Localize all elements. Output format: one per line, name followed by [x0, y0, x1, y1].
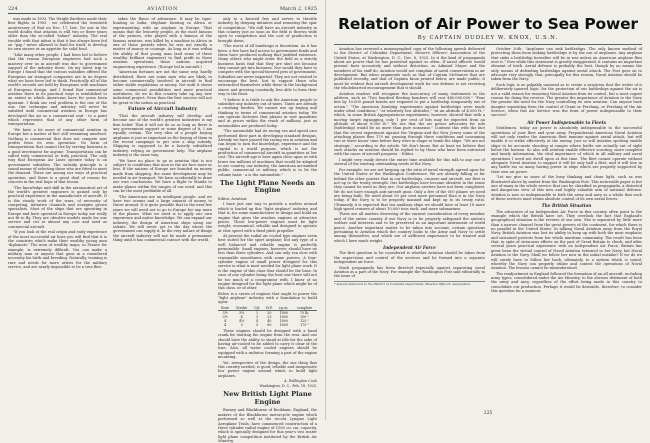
section-heading-british-engine: New British Light Plane Engine	[223, 390, 312, 406]
engine-table-cell: 25	[267, 315, 272, 320]
engine-table-header-cell: H.P.	[263, 306, 275, 311]
page-number-right: 225	[483, 411, 493, 416]
body-paragraph: Aviation has received a mimeographed copy of the following speech delivered to the District of Columbia Department, Reserve Officers' Association of the United States, at Washington, D. C., Dec. 6, 1923. In it the kind of propaganda about air power that he has protested against so often. If naval officers would present facts accurately and without distortion, as Admiral Mayer and the members of his staff do, Aviation would not complain of naval conservatism in air development. But when arguments such as that of Captain McNamee that are published recently, and that of Captain Knox printed below, are made public, it must be evident that aircraft development work for sea defense is not receiving the wholehearted encouragement that it should.	[334, 47, 485, 91]
left-column-2	[113, 17, 212, 408]
section-heading-light-plane: The Light Plane Needs an Engine	[219, 178, 316, 195]
body-paragraph: At present the radial air cooled type engines seem best suited for the sport airplane; but any type of a well balanced and reliable engine is perfectly permissible. Small engines, however, should have no less than three cylinders. And can only run slow with reasonable smoothness with some powers. A four-cylinder engine of small power designed for this service is what is most needed for light plane work. It is the engine of this class that should be the base. In case of one cylinder being the best one there will not be too much of a compromise with. I know of no engine designed for the light plane which might be of this class, or of other.	[218, 234, 317, 291]
letter-signature-place: Washington, D. C., Feb. 18, 1925.	[259, 384, 317, 389]
paragraph-group	[491, 210, 642, 294]
engine-table-header-cell: complete	[292, 306, 317, 311]
right-page	[326, 0, 650, 420]
paragraph-group	[8, 17, 107, 269]
body-paragraph: "The knowledge and skill in the aeronautical art of the world's greatest engineers is gained only by practical experience in the manufacture of aircraft. It is the steady work of the wars, of necessity of competing, initiative channels and energies grown specialists. Most of the ships that are operating in Europe and have operated in Europe today are really not fit to fly. They are obsolete models made for war service and cut at almost any cost and used as commercial aircraft.	[8, 185, 107, 229]
body-paragraph: The readjustment in England followed the formation of an all aircraft, including army types, consolidated under the Air Ministry, to the obvious detriment of both the army and navy, regardless of the effort being made in this country to consolidate our production. Perhaps it would be desirable, therefore, to consider this question for a moment.	[491, 271, 642, 294]
right-column-2	[491, 47, 642, 408]
engine-table-cell: 3½	[238, 311, 245, 316]
journal-title-left: AVIATION	[147, 6, 178, 12]
paragraph-group	[218, 17, 317, 177]
body-paragraph: "I believe it is futile to ask the American people to subsidize any industry out of taxes. Taxes are already a crushing burden. We cannot use up buying and thinking in terms of commercial aviation today. We can operate factories that phases in vast quantities and at prices within the reach of millions, just as automobiles are produced today.	[218, 97, 317, 128]
page-number-left: 224	[8, 6, 18, 12]
body-paragraph: "Like many other people, I had been led to believe that the reason European engineers had such a mastery over us in aircraft was due to government support of the industry there. On my latest trip to Europe I found that the various subsidies offered the European air transport companies are in no degree what we have been led to think. Practically all of the world's records are held by Europeans with machines of European design, and I found that commercial aviation there in its practical ways is established to an extent in which Americans have for years been ignorant. I think our real problem is the one of the war. Our technique and industry will never be satisfied until commercial aviation in Europe has developed the air as a commercial unit - to a point which represents that of any other form of transportation.	[8, 52, 107, 127]
body-paragraph: These engines should be designed with a hand crank for starting the engine from the rear. And one should have the ability to stand at idle for the sake of having air-cooled to be added to carry it clear of the fuse. Also, all water cooled engines should be equipped with a radiator, forming a part of the engine mounting.	[218, 328, 317, 359]
engine-table-cell: 40	[267, 319, 272, 324]
issue-date-left: March 2, 1925	[279, 6, 317, 12]
body-paragraph: "The automobile had its racing era and speed cars performed their part in developing standard designs. Already we have passed the racing era in aviation and can begin to turn the knowledge, experience and the capital to a world purpose, which is not the production of commercial aircraft in quantities at low cost. The aircraft age is here again close upon us with lower ten millions of machines that would be adapted to our country, our industry, the American air-minded public, commercial or military, which is to be the volume basis - a is the automobile."	[218, 129, 317, 177]
section-heading-independent-air-force: Independent Air Force	[383, 244, 436, 250]
engine-table-cell: 3½	[222, 315, 228, 320]
right-columns	[334, 47, 642, 408]
article-title: Relation of Air Power to Sea Power	[338, 15, 638, 33]
body-paragraph: "Let me give us more of the busy thinking and clean light, such as was illustrated above by matter from the Washington Post. This noticeable paper is but one of many in the whole service that can be classified as propaganda, a distorted and dangerous view of this new and highly valuable arm of national defense. Aviation is now so indispensable to both the army and navy as a whole that each of these services must retain absolute control of its own aerial forces.	[491, 175, 642, 201]
engine-table-cell: 5	[240, 323, 243, 328]
body-paragraph: only to a favored few and serves to throttle industry by denying initiative and removing the spur of competition. "We still have an aircraft industry in this country just as soon as the field is thrown wide open to competition and the cost of production is brought down.	[218, 17, 317, 43]
body-paragraph: was made in 1903. The Wright Brothers made their first flights in 1903 - we celebrated the twentieth anniversary of that on Dec. 17, last. No one in the world doubts that aviation is still two or three years older than the so-called "infant" industry. The real trouble with that infant is that it has always been fed on "pap," never allowed to fend for itself, to develop its own sinews or an appetite for solid food.	[8, 17, 107, 52]
body-paragraph: These are all matters deserving of the earnest consideration of every member and of the entire country if our Navy is to be properly safeguard the nation's welfare and interests and to be preserved as an important instrument of world peace. Another important matter to be taken into account, certain questions pertaining to Aviation which the country looks to the Army and Navy to settle among themselves, and which are of sufficient importance to be treated and which I have much weight.	[334, 212, 485, 243]
engine-table-cell: 60	[267, 323, 272, 328]
engine-table-cell: 125 "	[300, 319, 309, 324]
engine-table-cell: 1800	[279, 315, 288, 320]
paragraph-group	[218, 408, 317, 443]
section-heading-air-power: Air Power Indispensable to Fleets	[527, 119, 606, 125]
body-paragraph: Aviation readers will recognize the inaccuracy of many statements in the address, such as "Two hundred fleeting bombers will cost $80,000,000." "Four bits by 10,000 pound bombs are required to put a battleship temporarily out of action." "The American bombing experiments against battleships were made under ideal conditions," "at relatively low altitudes," "at an altitude of 4,000 ft.," which, in some British Appropriations experiments, however, showed that with a moving target zigzagging, only 1 per cent of hits may be expected from an altitude of about 8,000 ft." We see that the air power advocates for sole (battleship) would be no more than pure nonsense." Contrast this with the fact that the recent experiment against the Virginia and the New Jersey some of the attacking planes flew 170 mi. passing through these conditions and consuming two or three hours' time before they were in shape to bomb the ships. "We are not strategic," according to the article. We don't know. But at least we believe that such attacks on aviation should be replied to by those who have been entrusted with the cause of aircraft progress. - Editor.	[334, 91, 485, 157]
body-paragraph: I might very easily devote the entire time available for this talk to any one of several of the existing outstanding needs of the Navy.	[334, 157, 485, 167]
engine-table-cell: 175 "	[300, 323, 309, 328]
section-heading-future: Future of Aircraft Industry	[127, 107, 198, 113]
body-paragraph: "That the aircraft industry will develop and become one of the world's greatest industries is my firm belief. That it will not do so as long as there is any government support or some degree of it, I am equally certain. The very idea of a people buying airplanes is just as important as the buying of them in the recent campaign to put over a ship subsidy. Shipping is supposed to be a heavily subsidized industry, relying on government help. The airplane industry is the same way.	[113, 113, 212, 158]
editor-salutation: Editor, Aviation:	[218, 196, 248, 201]
engine-table-cell: 75 lb.	[299, 311, 310, 316]
engine-table-cell: 4½	[238, 319, 245, 324]
engine-table-header-cell: Bore	[218, 306, 232, 311]
paragraph-group	[218, 202, 317, 290]
body-paragraph: Yet, irrespective of the design, the one thing that this country needed, is good, reliable and inexpensive low power engine around which to build light airplanes.	[218, 360, 317, 378]
engine-table-cell: 5	[256, 323, 259, 328]
byline-divider	[334, 44, 642, 45]
left-columns	[8, 17, 317, 443]
engine-table-cell: 4	[224, 319, 227, 324]
body-paragraph: The first question to be considered is whether Aviation should be taken from the supervision and control of the services and be formed into a separate independent air force.	[334, 251, 485, 265]
engine-table-cell: 1800	[279, 323, 288, 328]
article-byline: By CAPTAIN DUDLEY W. KNOX, U.S.N.	[417, 35, 559, 41]
engine-table-cell: 100 "	[300, 315, 309, 320]
paragraph-group	[113, 17, 212, 105]
body-paragraph: "The worst of all handicaps is favoritism. As it has been, a few have had access to government funds and these have produced nothing that justified existence. Many others who might enter the field as a strictly business basis find that they are shut out because they cannot get into business. Nor would they have to compete with the special-favored pets of government. Subsidies are never impartial. They are not created to encourage the best, but to support those who entrenched themselves while these in the background starve and growing constantly less able to form their way to the front.	[218, 44, 317, 97]
body-paragraph: Such logic is as palpably unsound as to create a suspicion that the writer of it deliberately ignored logic, for the protection of our battleships against the air is not a valid reason for removing Naval Aviation from its control, but a most cogent reason for doing the reverse. The greater the importance of Aviation to the Navy the greater the need for the Navy controlling its own aviation. Can anyone have imagine separating from the control of Grant or Pershing, or Pershing of the Air Service, when this Air Service was the form of power indispensable to their success?	[491, 82, 642, 118]
left-column-3	[218, 17, 317, 443]
paragraph-group	[218, 329, 317, 378]
body-paragraph: Much propaganda has been directed especially against separating naval Aviation as a part of the Navy. For example the Washington Post said editorially in the issue of	[334, 265, 485, 279]
body-paragraph: "We have no place to go in aviation that is not subject to conditions that men in the air face more or less. If the nations of Europe are founded on money made from shipping, the same development may be needed in air transport. We have accidentally to draw our own conclusions. We have a flight to Manila to make planes within the ranges of our need, and this can be the most profitable of all.	[113, 158, 212, 193]
engine-table-cell: 4	[224, 323, 227, 328]
body-paragraph: "The Americans are an intelligent people, and we have two oceans and a large amount of money to throw around. It is quite possible that in the next few years we will need not to go to Europe for any more of the planes. What we need is to apply our own experience and native knowledge. We can expand our industry, the design of American ships using our talents. We will never get to the day where the government can supply it. In the very nature of things the aircraft industry will not be made a permanent thing until it has commercial contact with the world.	[113, 194, 212, 242]
paragraph-group	[491, 126, 642, 201]
body-paragraph: For example, we are not keeping up the ratio of naval strength agreed upon for the United States at the Washington Conference. We are already falling so far behind the other powers that in our battleships, cruisers and aircraft, our fleet is not up to the treaty strength. Our battleships have become obsolete in the sense they cannot be used as they are. Our airplane carriers have not been completed. We do not have enough anti-aircraft guns. Only a few of the 500 planes we need are being built. We need about 50 per cent more personnel than is in the Navy today, if the Navy is to be properly manned and kept up to its treaty ratio. Ultimately it is expected that ten auxiliary ships we should have at least 18 more high speed cruisers of about 10,000 tons each, and more submarines.	[334, 167, 485, 211]
engine-table-header-cell: Cyl.	[251, 306, 263, 311]
body-paragraph: Burney and Blackburne of Bookham, England, the makers of the Blackburne motorcycle engine which performed so well at the recent Lympne Light Aeroplane Trials, have commenced construction of a three cylinder radial engine of 1500 cu. cm. capacity, which is specially designed for this year's two seater light plane competition instituted by the British Air Ministry.	[218, 408, 317, 443]
engine-table-row	[218, 323, 317, 327]
body-paragraph: "We have a lot more of commercial aviation in Europe but a matter of fact still remaining unsolved. Nothing is commercial that does not compete now profits from its own operation. No form of transportation that cannot live by serving business is a good investment for anyone. Transportation can be called truly commercial or truly practical. The only way that European Air Lines operate today is on government subsidies. The subsidy principle is a sound means of selecting those who are fitted to meet the demand. These are among our ways of practical operation, and there is a great deal of reason for concern in the real hope of that lesson.	[8, 127, 107, 185]
engine-table-cell: 4	[240, 315, 243, 320]
engine-table-cell: 3	[256, 315, 259, 320]
letter-signature: A. Wallington Cook	[284, 379, 317, 384]
engine-table-header-cell: r.p.m.	[275, 306, 292, 311]
engine-table-cell: 1800	[279, 319, 288, 324]
table-caption: Below is a series of engines that ought to power the "light airplane" industry with a foundation to build upon:	[218, 291, 317, 305]
body-paragraph: "If you look at the real origin and early experience of the most successful air lines you will find that it is the countries which make their wealthy young men 'diplomats.' The men of wealthy maps, in France for example, is extremely difficult. You can make a military man or anyone that guns in a considered necessity his birth and breeding. Naturally, training is rare and needs for more artists for the military service, and are nearly impossible to be a true flier.	[8, 230, 107, 269]
footnote: * Speech delivered to the District of Columbia Department, Reserve Officers' Association.	[334, 281, 485, 287]
section-heading-british-situation: The British Situation	[541, 203, 592, 209]
body-paragraph: October 20th: "Airplanes can sink battleships. The only known method of protecting them from sinking battleships is by the use of airplanes. Any airplane that sinks a battleship hereafter will be in war unless an American airplane flies over it." Now while this statement is greatly exaggerated, it contains an important element of truth. Aerial defense is probably the best, though by no means the only, means of defending battleships against aerial attack. The Post goes on to advocate very strongly, that, principally for this reason, Naval Aviation should be taken from the Navy.	[491, 47, 642, 82]
body-paragraph: The advocates of an Independent Air Force in this country often point to the example which the British have set. They overlook the fact that England's geographical situation is the reverse of our own. She is separated by little more than a narrow channel from the great powers of the continent, for which there is no parallel in the United States. In talking Naval Aviation away from the Royal Navy, British Aviation was lost its ability to keep up with both the most emphatic and sustained protests from her whole maritime community. The result has been that, in spite of strenuous efforts on the part of Great Britain to check, and after several years practical experience with an Independent Air Force, Britain has great been the virtual control of Naval Aviation returned to her Navy, but Naval Aviation to the Navy. Shall we follow her now in the initial mistake? If we do we will surely have to follow her back, ultimately, to a system which is sound, whereby the Navy can properly utilize and control the operations of Naval Aviation. The lessons cannot be misunderstood.	[491, 209, 642, 271]
left-column-1	[8, 17, 107, 408]
engine-table-cell: 1800	[279, 311, 288, 316]
engine-table-cell: 20	[267, 311, 272, 316]
engine-table-cell: 3	[256, 311, 259, 316]
body-paragraph: Gentlemen, today air power is absolutely indispensable to the successful operations of your fleet and your army. Preponderant American Naval Aviation will not only render the American fleet immune against aerial attack, but will enable it to strike effectively at the enemy. Just so will Aviation spotting enable ships to be accurate shooting at ranges where battle are actually out of sight below the horizon. So also will aviation enable effective scouting, more complete and timely information, the vital importance of which in all military and naval operations I need not dwell upon at this time. The fleet cannot operate without adequate Naval Aviation to support it will be only half a fleet, and it will lose in any battle too so many having power in ships which are properly supported by their own air power.	[491, 126, 642, 174]
paragraph-group	[491, 47, 642, 118]
engine-table-header-cell: Stroke	[232, 306, 251, 311]
engine-table-body	[218, 311, 317, 328]
body-paragraph: I have just one way to provide a useless around which is loaded up this "light airplane" industry, and that is, for some manufacturer to design and build an engine that gives the aviation engines at attractive prices. These low-power engines must be light weight, economical, reliable and designed to operate at slow speed with a fixed pitch propeller.	[218, 202, 317, 233]
paragraph-group	[334, 47, 485, 243]
body-paragraph: "American fortunes are not the same way, hardly distributed; there are some men who are likely to become commercially involved in aircraft to find either stable regulations or money. Not until it shows some commercial possibilities and more practical usefulness, do we in this country take up any new industrial project. Even then the first success will not be great to the nation as practical.	[113, 70, 212, 105]
paragraph-group	[334, 251, 485, 278]
engine-table-cell: 3½	[222, 311, 228, 316]
engine-table-cell: 4	[256, 319, 259, 324]
paragraph-group	[113, 114, 212, 242]
body-paragraph: takes the flavor of adventure. It may be tiger-hunting in India, elephant hunting in Africa or experimenting with an airplane in Europe. That means that the leisurely people, at the most famous of the princes, who played with a famous of the famous aviators, was killed by a machine in Africa in one of those periods when he was not exactly a matter of money or courage. As long as it was within the ability of that young man (and some of these wealthy brilliant engineers) to find profit in those aviation operations, those nations acquired engineering experience. (Europe led in aircraft.)	[113, 17, 212, 69]
engine-spec-table	[218, 306, 317, 327]
right-column-1	[334, 47, 485, 408]
running-head-left	[8, 5, 317, 14]
